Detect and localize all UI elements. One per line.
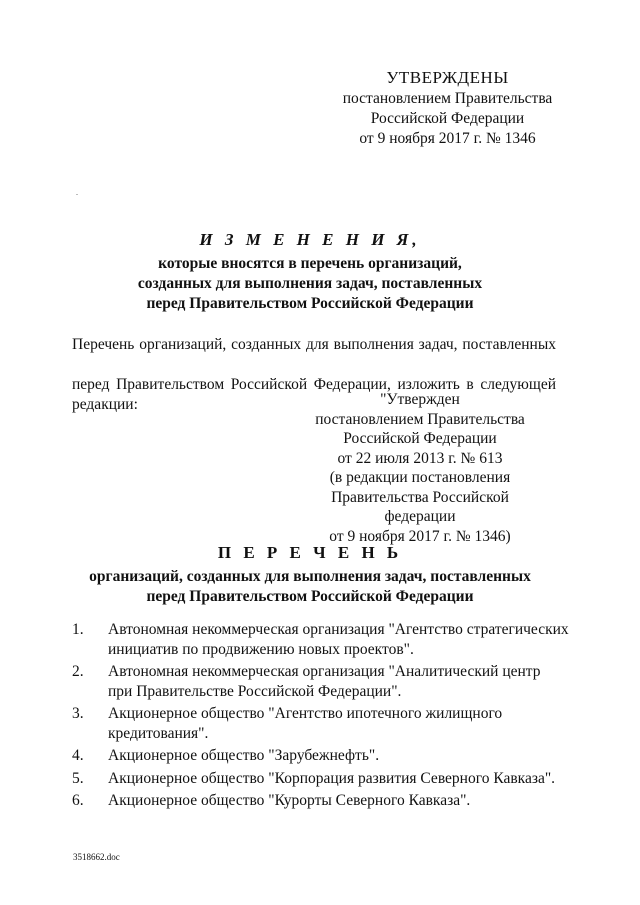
approved-line: постановлением Правительства [315,410,525,428]
list-item [72,662,572,701]
list-title: П Е Р Е Ч Е Н Ь [217,543,403,562]
changes-subtitle-line: созданных для выполнения задач, поставленных [137,275,483,292]
organization-list [72,620,572,814]
list-item-number: 6. [72,792,84,809]
list-item [72,704,572,743]
approved-line: (в редакции постановления [329,469,511,486]
approved-line: от 22 июля 2013 г. № 613 [337,449,503,467]
document-id: 3518662.doc [73,852,120,862]
list-item-number: 3. [72,705,84,722]
changes-title: И З М Е Н Е Н И Я, [199,230,421,249]
approved-line: Российской Федерации [343,430,497,447]
approved-line: от 9 ноября 2017 г. № 1346) [329,527,511,545]
list-item-text [108,769,572,789]
approved-block [300,390,540,546]
list-item-line: кредитования". [108,724,209,742]
list-subtitle-line: перед Правительством Российской Федерации [146,588,474,605]
approval-line: постановлением Правительства [342,90,553,107]
list-item-number: 5. [72,769,84,787]
approval-title: УТВЕРЖДЕНЫ [386,68,509,87]
list-item-number: 2. [72,663,84,680]
changes-subtitle-line: перед Правительством Российской Федерации [146,295,474,312]
list-item [72,746,572,766]
list-item [72,769,572,789]
list-item-line: Акционерное общество "Зарубежнефть". [108,747,380,764]
approval-line: Российской Федерации [370,110,525,127]
list-subtitle-line: организаций, созданных для выполнения задач, поставленных [89,568,531,585]
list-item-text [108,746,572,766]
list-subtitle [60,567,560,607]
list-item-line: Акционерное общество "Агентство ипотечного жилищного [108,705,503,722]
approval-stamp [340,68,555,149]
intro-line: Перечень организаций, созданных для выполнения задач, поставленных [72,336,556,353]
list-item-line: Автономная некоммерческая организация "Агентство стратегических [108,621,569,638]
approved-line: Правительства Российской федерации [331,488,509,525]
changes-subtitle-line: которые вносятся в перечень организаций, [158,255,462,272]
list-item [72,620,572,659]
list-item-number: 4. [72,747,84,764]
list-item-text [108,704,572,743]
intro-line: перед Правительством Российской Федерации, изложить в следующей [72,376,556,393]
list-item-line: при Правительстве Российской Федерации". [108,682,402,700]
scan-speck [76,194,78,195]
list-item-line: инициатив по продвижению новых проектов". [108,640,414,658]
list-item-text [108,620,572,659]
list-item-line: Автономная некоммерческая организация "Аналитический центр [108,663,541,680]
list-item-line: Акционерное общество "Корпорация развития Северного Кавказа". [108,769,556,787]
approval-line: от 9 ноября 2017 г. № 1346 [359,130,536,147]
changes-subtitle [60,254,560,314]
approved-line: "Утвержден [380,391,460,408]
list-item-text [108,662,572,701]
list-item-text [108,791,572,811]
list-item-line: Акционерное общество "Курорты Северного Кавказа". [108,792,471,809]
intro-line: редакции: [72,396,138,413]
list-item-number: 1. [72,621,84,638]
list-item [72,791,572,811]
